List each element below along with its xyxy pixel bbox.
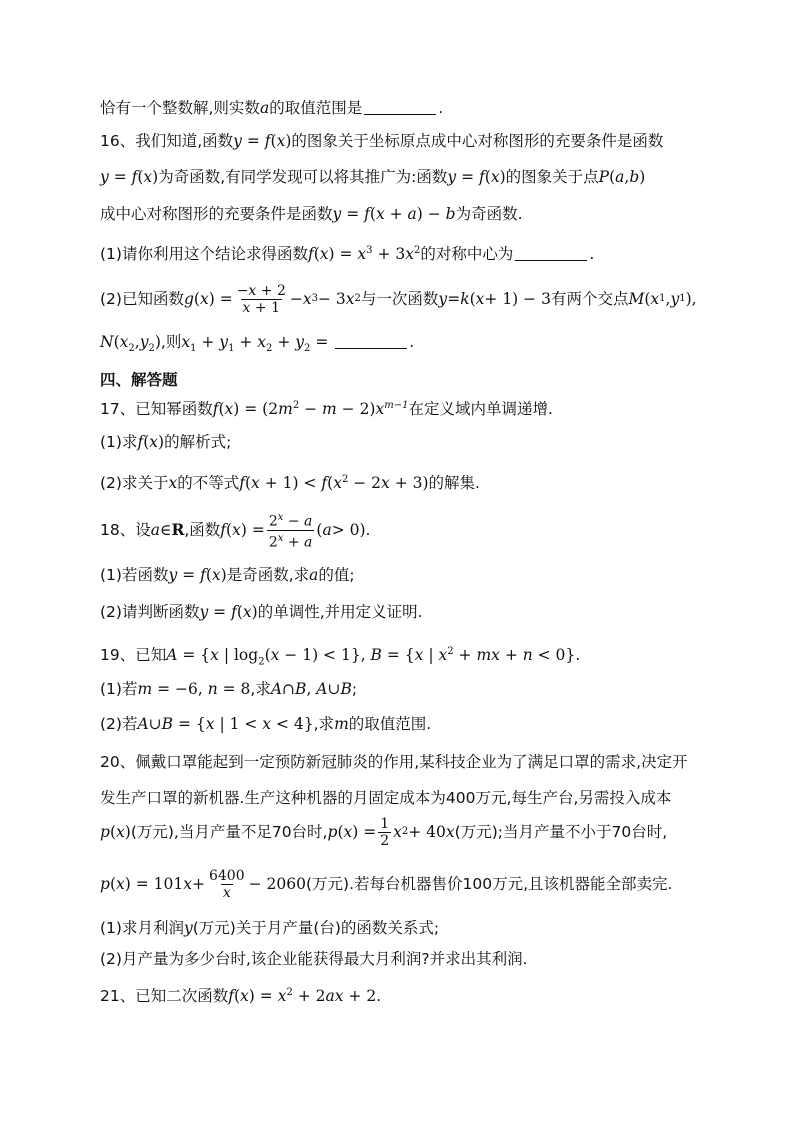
q17-part-2: (2)求关于x的不等式$f(x + 1) < f(x^2 - 2x + 3)$的解集. (100, 474, 480, 493)
section-heading: 四、解答题 (100, 371, 178, 389)
text: 16、我们知道,函数 (100, 132, 234, 150)
text: . (409, 333, 415, 351)
q16-part-2: (2)已知函数 g ( x ) = $\frac{-x + 2}{x + 1}$ − x 3 − 3 x 2 与一次函数 y = k ( x + 1) − 3 有两个交点 M ( x 1 , y 1 ), (100, 282, 697, 316)
text: (2)请判断函数 (100, 603, 200, 621)
text: 恰有一个整数解,则实数 (100, 99, 260, 117)
fraction: $\frac{-x + 2}{x + 1}$ (236, 282, 286, 316)
fraction: $\frac{6400}{x}$ (208, 867, 245, 901)
text: 是奇函数,求 (226, 566, 310, 584)
text: (万元)关于月产量(台)的函数关系式; (192, 919, 440, 937)
text: 有两个交点 (550, 290, 629, 308)
text: . (575, 646, 581, 665)
q17-part-1: (1)求f(x)的解析式; (100, 433, 232, 451)
q20-line-4: p ( x ) = 101 x + $\frac{6400}{x}$ − 2060 (万元).若每台机器售价100万元,且该机器能全部卖完. (100, 867, 673, 901)
text: 的解析式; (164, 433, 232, 451)
q20-part-1 (100, 916, 700, 940)
text: 在定义域内单调递增. (408, 400, 553, 419)
text: 的解集. (428, 474, 480, 493)
q20-part-2: (2)月产量为多少台时,该企业能获得最大月利润?并求出其利润. (100, 950, 528, 968)
q18-line-1: 18、设 a ∈ R ,函数 f ( x ) = $\frac{2^x - a}{2^x + a}$ ( a > 0) . (100, 511, 371, 551)
text: 的单调性,并用定义证明. (257, 603, 423, 621)
text: 17、已知幂函数 (100, 400, 213, 419)
text: 19、已知 (100, 646, 167, 665)
answer-blank (515, 246, 587, 261)
text: (1)求月利润 (100, 919, 184, 937)
text: (万元).若每台机器售价100万元,且该机器能全部卖完. (306, 875, 673, 893)
text: (1)若函数 (100, 566, 169, 584)
fraction: $\frac{1}{2}$ (380, 815, 390, 849)
var-a: a (259, 99, 270, 117)
text: (2)若 (100, 715, 138, 733)
math-point-P: P (598, 168, 610, 186)
var-a: a (309, 566, 319, 584)
q20-line-1: 20、佩戴口罩能起到一定预防新冠肺炎的作用,某科技企业为了满足口罩的需求,决定开 (100, 753, 688, 771)
text: ,求 (250, 680, 271, 698)
q17-line-1: 17、已知幂函数$f(x) = (2m^2 - m - 2)x^{m-1}$在定义域内单调递增. (100, 400, 553, 419)
text: . (365, 521, 371, 539)
text: ,函数 (184, 521, 221, 539)
answer-blank (335, 334, 407, 349)
q20-line-3: p ( x ) (万元),当月产量不足70台时, p ( x ) = $\frac{1}{2}$ x 2 + 40 x (万元);当月产量不小于70台时, (100, 815, 668, 849)
q20-line-2: 发生产口罩的新机器.生产这种机器的月固定成本为400万元,每生产台,另需投入成本 (100, 789, 672, 807)
q16-part-1: (1)请你利用这个结论求得函数$f(x) = x^3 + 3x^2$的对称中心为 . (100, 245, 595, 264)
text: . (438, 99, 444, 117)
fraction: $\frac{2^x - a}{2^x + a}$ (268, 511, 313, 551)
text: (1)若 (100, 680, 138, 698)
text: 的取值范围. (348, 715, 432, 733)
text: (1)请你利用这个结论求得函数 (100, 245, 308, 264)
q15-tail-line (100, 96, 700, 120)
q16-line-6: $N(x_2,y_2)$,则$x_1 + y_1 + x_2 + y_2$ = . (100, 333, 415, 355)
text: ,则 (160, 333, 182, 351)
q16-line-1: 16、我们知道,函数y = f(x)的图象关于坐标原点成中心对称图形的充要条件是函数 (100, 132, 664, 150)
text: 的取值范围是 (269, 99, 363, 117)
text: ,求 (313, 715, 335, 733)
text: (2)求关于 (100, 474, 169, 493)
text: . (376, 987, 382, 1006)
var-y: y (183, 919, 193, 937)
text: (2)已知函数 (100, 290, 184, 308)
text: 的图象关于坐标原点成中心对称图形的充要条件是函数 (291, 132, 664, 150)
q18-part-2: (2)请判断函数y = f(x)的单调性,并用定义证明. (100, 603, 423, 621)
text: 为奇函数. (455, 205, 523, 223)
q19-part-1: (1)若m = −6, n = 8,求A∩B, A∪B; (100, 680, 358, 698)
q21-line-1: 21、已知二次函数$f(x) = x^2 + 2ax + 2$. (100, 987, 382, 1006)
text: 为奇函数,有同学发现可以将其推广为:函数 (158, 168, 448, 186)
text: (万元);当月产量不小于70台时, (454, 823, 668, 841)
text: 的图象关于点 (505, 168, 599, 186)
var-x: x (168, 474, 178, 493)
var-m: m (334, 715, 349, 733)
text: 的值; (318, 566, 355, 584)
text: (1)求 (100, 433, 138, 451)
text: 21、已知二次函数 (100, 987, 229, 1006)
text: 的不等式 (177, 474, 240, 493)
q16-line-3: 成中心对称图形的充要条件是函数y = f(x + a) − b为奇函数. (100, 205, 523, 223)
text: 与一次函数 (360, 290, 439, 308)
math-y-eq-fx: y (233, 132, 242, 150)
q16-line-2: y = f(x)为奇函数,有同学发现可以将其推广为:函数y = f(x)的图象关于点P(a,b) (100, 168, 646, 186)
answer-blank (364, 100, 436, 115)
q19-part-2: (2)若A∪B = {x | 1 < x < 4},求m的取值范围. (100, 715, 432, 733)
text: 18、设 (100, 521, 151, 539)
text: (万元),当月产量不足70台时, (130, 823, 328, 841)
text: 的对称中心为 (420, 245, 514, 264)
text: ; (351, 680, 358, 698)
q19-line-1: 19、已知A = {x | $\log_2(x - 1) < 1$}, B = {x | $x^2$ + mx + n < 0}. (100, 646, 581, 668)
q18-part-1: (1)若函数y = f(x)是奇函数,求a的值; (100, 566, 355, 584)
text: 成中心对称图形的充要条件是函数 (100, 205, 333, 223)
